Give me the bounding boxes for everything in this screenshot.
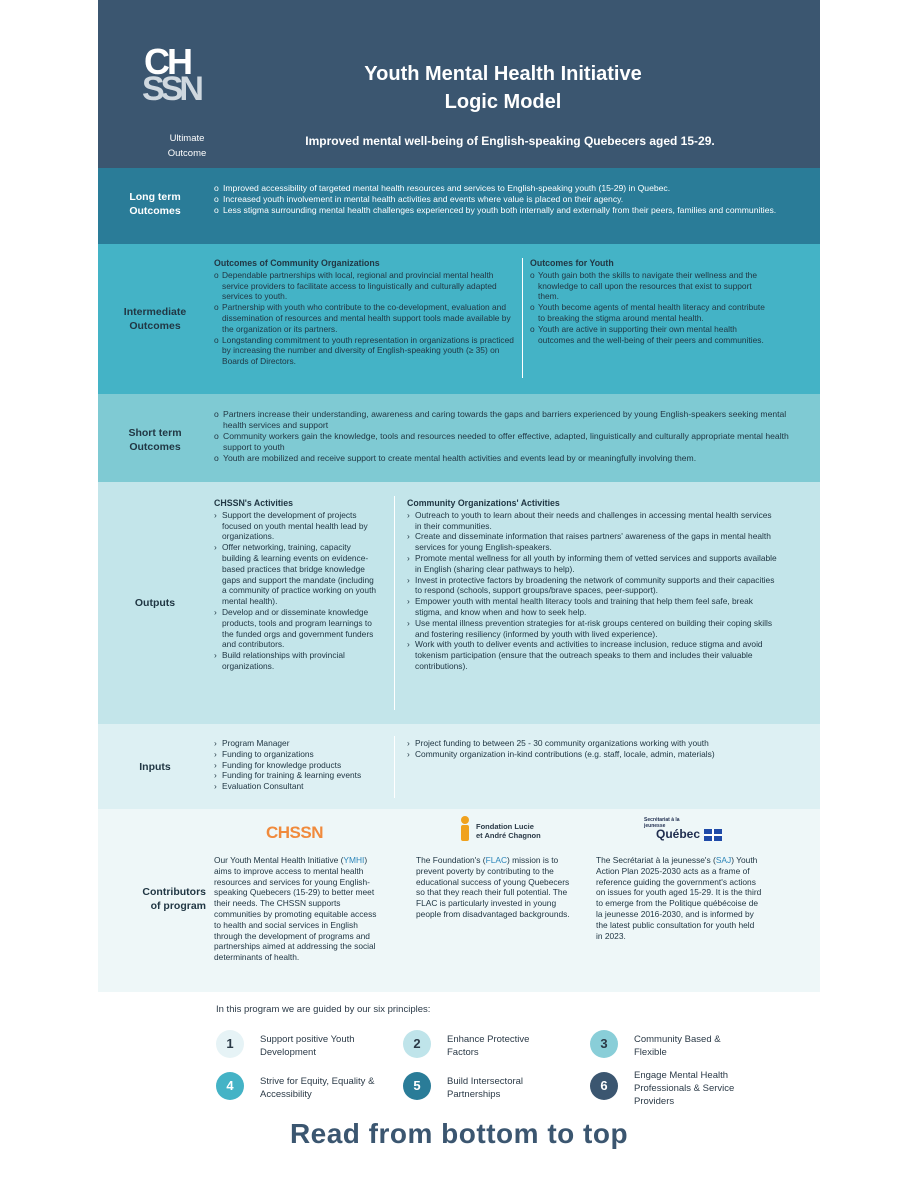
list-item-text: Funding to organizations xyxy=(222,748,314,759)
chevron-icon: › xyxy=(214,748,217,759)
list-item-text: Youth gain both the skills to navigate their wellness and the knowledge to call upon the resources that exist to support them. xyxy=(538,269,757,302)
list-item xyxy=(214,770,394,781)
list-item xyxy=(407,510,777,532)
list-item-text: Partners increase their understanding, awareness and caring towards the gaps and barriers experienced by young English-speakers seeking mental health services and support xyxy=(223,409,787,430)
flac-description-pre: The Foundation's ( xyxy=(416,855,486,865)
bullet-icon: o xyxy=(214,302,219,313)
list-item xyxy=(214,760,394,771)
list-item-text: Promote mental wellness for all youth by informing them of vetted services and supports available in English (sharing clear pathways to help). xyxy=(415,552,777,574)
list-item-text: Project funding to between 25 - 30 community organizations working with youth xyxy=(415,738,709,748)
list-item xyxy=(214,183,808,194)
short-term-label-line-2: Outcomes xyxy=(129,441,181,453)
list-item xyxy=(530,324,765,346)
list-item xyxy=(407,596,777,618)
short-term-label xyxy=(98,426,212,454)
chevron-icon: › xyxy=(407,748,410,759)
header-section xyxy=(98,0,820,168)
list-item-text: Develop and or disseminate knowledge products, tools and program learnings to the funded orgs and government funders and contributors. xyxy=(222,606,374,650)
community-org-activities-heading: Community Organizations' Activities xyxy=(407,498,560,508)
chssn-activities xyxy=(214,498,379,672)
principle-2-text: Enhance Protective Factors xyxy=(447,1034,530,1058)
bullet-icon: o xyxy=(214,194,219,204)
saj-logo-small-text: Secrétariat à la jeunesse xyxy=(644,817,680,829)
long-term-label-line-2: Outcomes xyxy=(129,205,181,217)
list-item xyxy=(214,510,379,542)
contributors-section xyxy=(98,809,820,992)
read-direction-footer: Read from bottom to top xyxy=(289,1118,629,1149)
list-item-text: Longstanding commitment to youth representation in organizations is practiced by increasing the number and diversity of English-speaking youth (≥ 35) on Boards of Directors. xyxy=(222,334,514,367)
chevron-icon: › xyxy=(407,552,410,563)
flac-logo xyxy=(458,815,548,845)
long-term-content xyxy=(214,183,808,216)
list-item-text: Funding for knowledge products xyxy=(222,759,342,770)
bullet-icon: o xyxy=(214,453,219,463)
chevron-icon: › xyxy=(407,639,410,650)
bullet-icon: o xyxy=(530,302,535,313)
list-item xyxy=(407,618,777,640)
chssn-description-pre: Our Youth Mental Health Initiative ( xyxy=(214,855,344,865)
list-item xyxy=(407,531,777,553)
list-item xyxy=(214,650,379,672)
column-divider xyxy=(394,736,395,798)
principle-1-number: 1 xyxy=(216,1030,244,1058)
list-item xyxy=(407,553,777,575)
short-term-label-line-1: Short term xyxy=(128,427,182,439)
list-item xyxy=(214,738,394,749)
list-item xyxy=(214,194,808,205)
list-item-text: Youth are active in supporting their own mental health outcomes and the well-being of their peers and communities. xyxy=(538,323,764,345)
list-item xyxy=(214,302,514,334)
list-item-text: Empower youth with mental health literacy tools and training that help them feel safe, break stigma, and know when and how to seek help. xyxy=(415,596,753,617)
chevron-icon: › xyxy=(407,738,410,748)
svg-text:CH: CH xyxy=(144,41,190,82)
outputs-label: Outputs xyxy=(134,597,176,609)
ultimate-outcome-label xyxy=(142,131,232,161)
principle-5-text: Build Intersectoral Partnerships xyxy=(447,1076,524,1100)
flac-logo-line-1: Fondation Lucie xyxy=(476,822,534,831)
list-item xyxy=(214,607,379,650)
principles-intro: In this program we are guided by our six principles: xyxy=(216,1004,431,1015)
list-item-text: Community organization in-kind contributions (e.g. staff, locale, admin, materials) xyxy=(415,748,715,759)
chevron-icon: › xyxy=(407,596,410,607)
list-item-text: Increased youth involvement in mental health activities and events where value is placed on their agency. xyxy=(223,194,624,204)
list-item-text: Build relationships with provincial organizations. xyxy=(222,650,345,671)
bullet-icon: o xyxy=(214,334,219,345)
community-org-outcomes-heading: Outcomes of Community Organizations xyxy=(214,258,380,268)
title-line-1: Youth Mental Health Initiative xyxy=(364,63,642,85)
list-item-text: Create and disseminate information that raises partners' awareness of the gaps in mental health services for young English-speakers. xyxy=(415,531,771,553)
principle-3-text: Community Based & Flexible xyxy=(634,1034,721,1058)
intermediate-section xyxy=(98,244,820,394)
saj-description xyxy=(596,855,762,941)
list-item xyxy=(530,302,765,324)
list-item xyxy=(214,205,808,216)
list-item xyxy=(407,639,777,671)
saj-logo-text: Québec xyxy=(656,827,701,841)
community-org-outcomes xyxy=(214,258,514,367)
ultimate-label-line-1: Ultimate xyxy=(169,133,205,144)
bullet-icon: o xyxy=(530,323,535,334)
principle-5-number: 5 xyxy=(403,1072,431,1100)
list-item xyxy=(407,575,777,597)
chevron-icon: › xyxy=(407,617,410,628)
list-item xyxy=(214,749,394,760)
chevron-icon: › xyxy=(214,650,217,661)
short-term-section xyxy=(98,394,820,482)
list-item xyxy=(214,781,394,792)
inputs-section xyxy=(98,724,820,809)
list-item xyxy=(214,542,379,607)
principle-3-number: 3 xyxy=(590,1030,618,1058)
list-item-text: Outreach to youth to learn about their needs and challenges in accessing mental health services in their communities. xyxy=(415,509,772,531)
list-item-text: Community workers gain the knowledge, tools and resources needed to offer effective, adapted, linguistically and culturally appropriate mental health support to youth xyxy=(223,431,789,452)
chevron-icon: › xyxy=(214,542,217,553)
list-item-text: Funding for training & learning events xyxy=(222,770,362,781)
list-item-text: Offer networking, training, capacity building & learning events on evidence-based practices that bridge knowledge gaps and support the mandate (including a community of practice working on youth mental health). xyxy=(222,542,377,607)
chevron-icon: › xyxy=(214,606,217,617)
chssn-activities-heading: CHSSN's Activities xyxy=(214,498,294,508)
list-item-text: Youth are mobilized and receive support to create mental health activities and events lead by or meaningfully involving them. xyxy=(223,453,697,463)
contributors-label-line-2: of program xyxy=(150,900,206,912)
flac-figure-icon xyxy=(458,815,472,843)
chevron-icon: › xyxy=(407,531,410,542)
list-item-text: Support the development of projects focused on youth mental health lead by organizations. xyxy=(222,509,368,542)
logic-model-poster xyxy=(98,0,820,992)
list-item xyxy=(407,749,747,760)
saj-description-pre: The Secrétariat à la jeunesse's ( xyxy=(596,855,716,865)
column-divider xyxy=(394,496,395,710)
saj-description-post: ) Youth Action Plan 2025-2030 acts as a frame of reference guiding the government's actions on issues for youth aged 15-29. It is the third to emerge from the Politique québécoise de la jeunesse 2016-2030, and is informed by the latest public consultation for youth held in 2023. xyxy=(596,855,762,941)
chevron-icon: › xyxy=(214,759,217,770)
long-term-label-line-1: Long term xyxy=(129,191,181,203)
chevron-icon: › xyxy=(214,781,217,792)
inputs-right xyxy=(407,738,747,760)
list-item xyxy=(214,270,514,302)
list-item-text: Work with youth to deliver events and activities to increase inclusion, reduce stigma and avoid tokenism participation (ensure that the outreach speaks to them and includes their valuable contributions). xyxy=(415,639,763,671)
saj-logo xyxy=(644,817,724,845)
chevron-icon: › xyxy=(214,770,217,781)
bullet-icon: o xyxy=(214,183,219,193)
list-item xyxy=(214,409,808,431)
svg-text:SSN: SSN xyxy=(142,70,200,102)
flac-description-post: ) mission is to prevent poverty by contributing to the educational success of young Quebecers so that they reach their full potential. The FLAC is particularly invested in young people from disadvantaged backgrounds. xyxy=(416,855,570,919)
bullet-icon: o xyxy=(214,431,219,441)
inputs-left xyxy=(214,738,394,792)
youth-outcomes-heading: Outcomes for Youth xyxy=(530,258,614,268)
inputs-label: Inputs xyxy=(139,761,171,773)
list-item-text: Youth become agents of mental health literacy and contribute to breaking the stigma around mental health. xyxy=(538,302,765,323)
chevron-icon: › xyxy=(214,509,217,520)
flac-logo-line-2: et André Chagnon xyxy=(476,830,541,840)
youth-outcomes xyxy=(530,258,765,345)
principle-4-text: Strive for Equity, Equality & Accessibility xyxy=(260,1076,375,1100)
list-item-text: Program Manager xyxy=(222,738,290,748)
ymhi-abbr: YMHI xyxy=(343,855,365,865)
list-item-text: Invest in protective factors by broadening the network of community supports and their capacities to respond (schools, support groups/brave spaces, peer-support). xyxy=(415,574,775,596)
flac-abbr: FLAC xyxy=(485,855,507,865)
ultimate-outcome-text: Improved mental well-being of English-speaking Quebecers aged 15-29. xyxy=(305,134,715,148)
chssn-contributor-logo: CHSSN xyxy=(266,823,324,842)
principle-6-number: 6 xyxy=(590,1072,618,1100)
quebec-flag-icon xyxy=(704,829,722,841)
chssn-logo xyxy=(142,40,222,102)
bullet-icon: o xyxy=(214,269,219,280)
principle-6-text: Engage Mental Health Professionals & Service Providers xyxy=(634,1070,735,1107)
intermediate-label-line-1: Intermediate xyxy=(123,306,187,318)
list-item-text: Evaluation Consultant xyxy=(222,781,304,792)
bullet-icon: o xyxy=(530,269,535,280)
short-term-content xyxy=(214,409,808,464)
principle-4-number: 4 xyxy=(216,1072,244,1100)
list-item xyxy=(214,335,514,367)
flac-description xyxy=(416,855,580,920)
list-item-text: Dependable partnerships with local, regional and provincial mental health service providers to facilitate access to linguistically and culturally adapted services to youth. xyxy=(222,269,497,302)
chevron-icon: › xyxy=(407,509,410,520)
bullet-icon: o xyxy=(214,205,219,215)
list-item xyxy=(407,738,747,749)
principle-2-number: 2 xyxy=(403,1030,431,1058)
list-item xyxy=(530,270,765,302)
contributors-label-line-1: Contributors xyxy=(142,886,206,898)
community-org-activities xyxy=(407,498,777,672)
chssn-description xyxy=(214,855,382,963)
intermediate-label-line-2: Outcomes xyxy=(129,320,181,332)
intermediate-label xyxy=(98,305,212,333)
long-term-section xyxy=(98,168,820,244)
list-item xyxy=(214,453,808,464)
chssn-description-post: ) aims to improve access to mental health resources and services for young English-speaking Quebecers (15-29) to better meet their needs. The CHSSN supports communities by promoting equitable access to health and social services in English through the development of programs and partnerships aimed at addressing the social determinants of health. xyxy=(214,855,377,963)
ultimate-label-line-2: Outcome xyxy=(167,148,207,159)
chevron-icon: › xyxy=(214,738,217,748)
page-title xyxy=(288,60,718,116)
list-item-text: Use mental illness prevention strategies for at-risk groups centered on building their coping skills and fostering resiliency (informed by youth with lived experience). xyxy=(415,617,773,639)
list-item-text: Partnership with youth who contribute to the co-development, evaluation and dissemination of resources and mental health support tools made available by the organization or its partners. xyxy=(222,302,511,334)
list-item xyxy=(214,431,808,453)
column-divider xyxy=(522,258,523,378)
long-term-label xyxy=(98,190,212,218)
principle-1-text: Support positive Youth Development xyxy=(260,1034,355,1058)
saj-abbr: SAJ xyxy=(715,855,732,865)
chevron-icon: › xyxy=(407,574,410,585)
title-line-2: Logic Model xyxy=(444,91,562,113)
list-item-text: Less stigma surrounding mental health challenges experienced by youth both internally and externally from their peers, families and communities. xyxy=(223,205,777,215)
outputs-section xyxy=(98,482,820,724)
bullet-icon: o xyxy=(214,409,219,419)
list-item-text: Improved accessibility of targeted mental health resources and services to English-speaking youth (15-29) in Quebec. xyxy=(223,183,671,193)
contributors-label xyxy=(98,885,206,913)
